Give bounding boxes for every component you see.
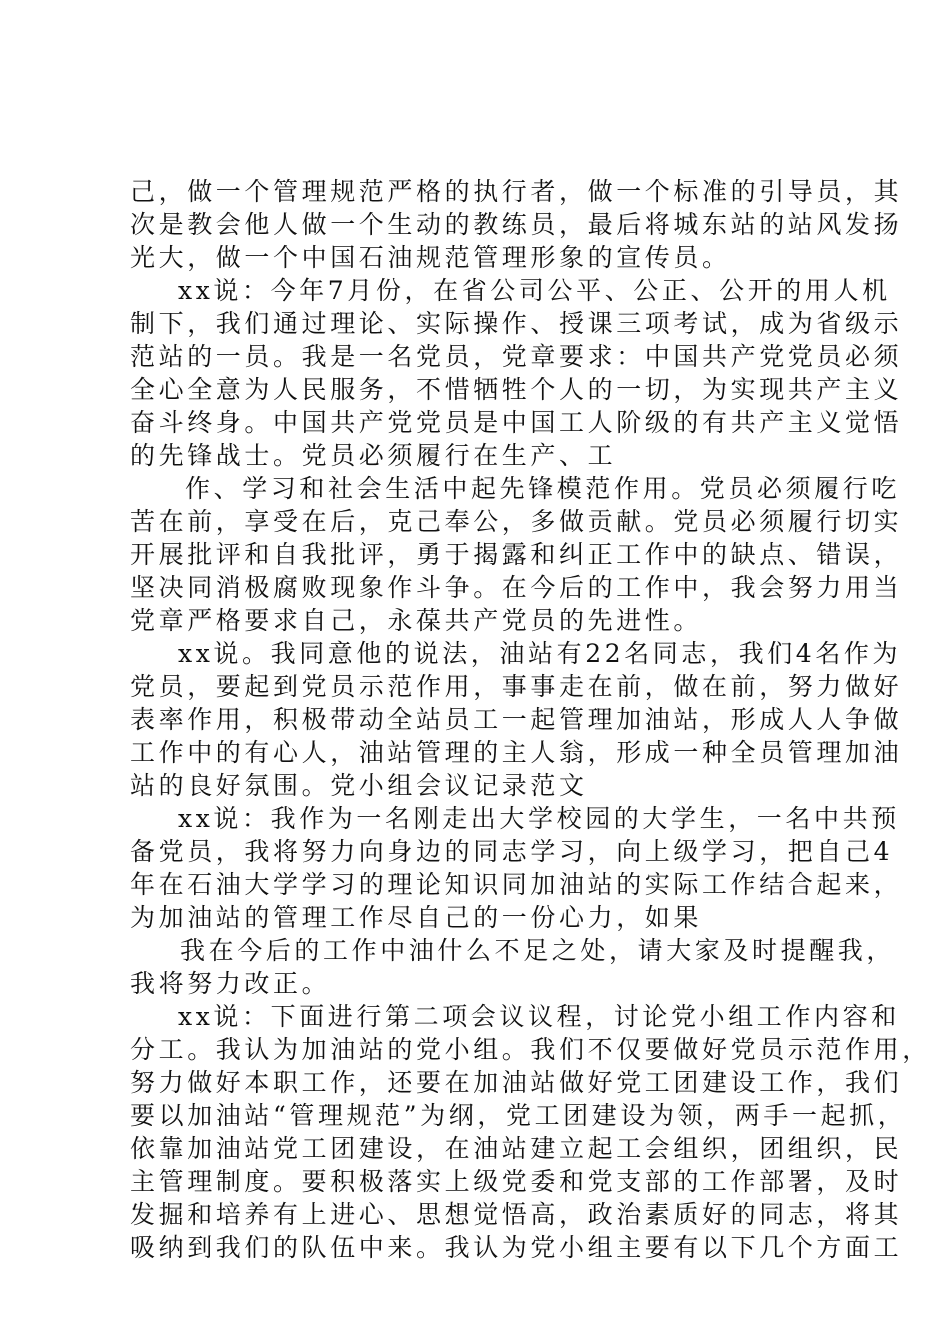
text-line: 作、学习和社会生活中起先锋模范作用。党员必须履行吃: [185, 474, 901, 503]
text-line: 党员，要起到党员示范作用，事事走在前，做在前，努力做好: [130, 672, 903, 701]
text-line: 党章严格要求自己，永葆共产党员的先进性。: [130, 606, 703, 635]
text-line: xx说：我作为一名刚走出大学校园的大学生，一名中共预: [178, 804, 900, 833]
text-line: 努力做好本职工作，还要在加油站做好党工团建设工作，我们: [130, 1068, 903, 1097]
text-line: 主管理制度。要积极落实上级党委和党支部的工作部署，及时: [130, 1167, 903, 1196]
text-line: 的先锋战士。党员必须履行在生产、工: [130, 441, 617, 470]
text-line: 坚决同消极腐败现象作斗争。在今后的工作中，我会努力用当: [130, 573, 903, 602]
text-line: 光大，做一个中国石油规范管理形象的宣传员。: [130, 243, 731, 272]
text-line: 站的良好氛围。党小组会议记录范文: [130, 771, 588, 800]
text-line: 次是教会他人做一个生动的教练员，最后将城东站的站风发扬: [130, 210, 903, 239]
text-line: 年在石油大学学习的理论知识同加油站的实际工作结合起来，: [130, 870, 903, 899]
text-line: 为加油站的管理工作尽自己的一份心力，如果: [130, 903, 703, 932]
text-line: xx说。我同意他的说法，油站有22名同志，我们4名作为: [178, 639, 902, 668]
text-line: 要以加油站“管理规范”为纲，党工团建设为领，两手一起抓，: [130, 1101, 907, 1130]
text-line: 依靠加油站党工团建设，在油站建立起工会组织，团组织，民: [130, 1134, 903, 1163]
text-line: 我将努力改正。: [130, 969, 331, 998]
text-line: 己，做一个管理规范严格的执行者，做一个标准的引导员，其: [130, 177, 903, 206]
text-line: xx说：今年7月份，在省公司公平、公正、公开的用人机: [178, 276, 891, 305]
text-line: xx说：下面进行第二项会议议程，讨论党小组工作内容和: [178, 1002, 900, 1031]
text-line: 苦在前，享受在后，克己奉公，多做贡献。党员必须履行切实: [130, 507, 903, 536]
text-line: 开展批评和自我批评，勇于揭露和纠正工作中的缺点、错误，: [130, 540, 903, 569]
text-line: 全心全意为人民服务，不惜牺牲个人的一切，为实现共产主义: [130, 375, 903, 404]
text-line: 制下，我们通过理论、实际操作、授课三项考试，成为省级示: [130, 309, 903, 338]
text-line: 工作中的有心人，油站管理的主人翁，形成一种全员管理加油: [130, 738, 903, 767]
text-line: 奋斗终身。中国共产党党员是中国工人阶级的有共产主义觉悟: [130, 408, 903, 437]
text-line: 我在今后的工作中油什么不足之处，请大家及时提醒我，: [180, 936, 896, 965]
text-line: 分工。我认为加油站的党小组。我们不仅要做好党员示范作用，: [130, 1035, 931, 1064]
text-line: 范站的一员。我是一名党员，党章要求：中国共产党党员必须: [130, 342, 903, 371]
text-line: 发掘和培养有上进心、思想觉悟高，政治素质好的同志，将其: [130, 1200, 903, 1229]
text-line: 表率作用，积极带动全站员工一起管理加油站，形成人人争做: [130, 705, 903, 734]
text-line: 备党员，我将努力向身边的同志学习，向上级学习，把自己4: [130, 837, 894, 866]
text-line: 吸纳到我们的队伍中来。我认为党小组主要有以下几个方面工: [130, 1233, 903, 1262]
